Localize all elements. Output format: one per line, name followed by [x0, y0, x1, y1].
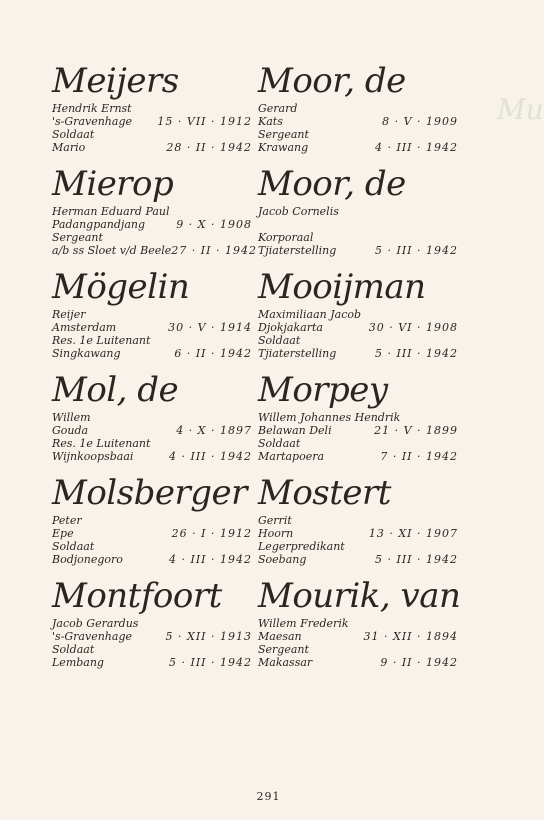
- left-column: [52, 61, 257, 680]
- entry-line: [258, 308, 458, 321]
- entry-line: [258, 141, 458, 154]
- entry-line-text: Jacob Gerardus: [52, 617, 139, 630]
- entry-line-text: Willem Johannes Hendrik: [258, 411, 401, 424]
- entry-line-text: Gerrit: [258, 514, 292, 527]
- entry-line: [258, 527, 458, 540]
- entry-line-date: 9 · X · 1908: [176, 218, 252, 231]
- entry-line-text: Soldaat: [52, 643, 95, 656]
- entry-line-text: Gerard: [258, 102, 298, 115]
- entry-line-text: Amsterdam: [52, 321, 117, 334]
- entry-line: [52, 231, 252, 244]
- entry-line-text: Sergeant: [258, 643, 309, 656]
- surname-heading: Montfoort: [52, 576, 222, 616]
- entry-line-date: 26 · I · 1912: [171, 527, 252, 540]
- surname-heading: Mooijman: [258, 267, 426, 307]
- entry-line-text: Gouda: [52, 424, 89, 437]
- entry-line: [258, 115, 458, 128]
- entry-line: [52, 308, 252, 321]
- entry-line-text: Sergeant: [258, 128, 309, 141]
- entry-line: [258, 411, 458, 424]
- entry-line-text: Krawang: [258, 141, 309, 154]
- entry-line: [52, 424, 252, 437]
- surname-heading: Mostert: [258, 473, 391, 513]
- entry-line: [52, 553, 252, 566]
- entry: [258, 62, 458, 165]
- entry: [52, 164, 257, 268]
- entry-line-date: 6 · II · 1942: [174, 347, 252, 360]
- entry-line-date: 13 · XI · 1907: [368, 527, 458, 540]
- entry-line: [258, 218, 458, 231]
- entry-line: [52, 656, 252, 669]
- entry: [52, 577, 252, 680]
- entry-line-date: 4 · X · 1897: [176, 424, 252, 437]
- entry-line-text: Mario: [52, 141, 86, 154]
- surname-heading: Moor, de: [258, 61, 406, 101]
- entry-line-text: Res. 1e Luitenant: [52, 334, 151, 347]
- entry-line: [258, 450, 458, 463]
- entry-line-text: Reijer: [52, 308, 86, 321]
- entry-line-date: 28 · II · 1942: [166, 141, 252, 154]
- entry-line: [258, 244, 458, 257]
- entry: [258, 268, 458, 371]
- entry-line-text: Padangpandjang: [52, 218, 146, 231]
- entry-line: [52, 141, 252, 154]
- entry-line-text: Belawan Deli: [258, 424, 332, 437]
- entry-line-text: Maesan: [258, 630, 302, 643]
- entry-line: [258, 205, 458, 218]
- entry-line-date: 21 · V · 1899: [374, 424, 458, 437]
- entry-line-date: 5 · III · 1942: [374, 553, 458, 566]
- entry: [52, 371, 252, 474]
- entry-line-text: Lembang: [52, 656, 104, 669]
- surname-heading: Mierop: [52, 164, 174, 204]
- entry-line: [52, 643, 252, 656]
- entry-line-text: Djokjakarta: [258, 321, 323, 334]
- entry-line-text: Res. 1e Luitenant: [52, 437, 151, 450]
- entry-line: [52, 334, 252, 347]
- entry-line: [258, 334, 458, 347]
- entry-line: [52, 218, 252, 231]
- entry-line-text: Sergeant: [52, 231, 103, 244]
- entry-line: [258, 231, 458, 244]
- entry: [258, 576, 461, 680]
- entry-line: [52, 437, 252, 450]
- entry-line-text: 's-Gravenhage: [52, 115, 132, 128]
- entry-line-date: 5 · III · 1942: [168, 656, 252, 669]
- entry-line: [258, 321, 458, 334]
- entry-line-date: 27 · II · 1942: [171, 244, 257, 257]
- entry-line: [258, 102, 458, 115]
- surname-heading: Morpey: [258, 370, 388, 410]
- entry-line-date: 5 · III · 1942: [374, 347, 458, 360]
- entry-line-date: 15 · VII · 1912: [157, 115, 252, 128]
- entry-line: [52, 115, 252, 128]
- entry-line: [258, 540, 458, 553]
- entry-line-text: Martapoera: [258, 450, 325, 463]
- entry-line-date: 30 · VI · 1908: [368, 321, 458, 334]
- entry-line-text: 's-Gravenhage: [52, 630, 132, 643]
- entry-line: [52, 450, 252, 463]
- entry-line-date: 7 · II · 1942: [380, 450, 458, 463]
- entry-line-text: Tjiaterstelling: [258, 244, 337, 257]
- entry-line-date: 4 · III · 1942: [168, 450, 252, 463]
- entry-line-date: 8 · V · 1909: [382, 115, 458, 128]
- entry-line: [258, 553, 458, 566]
- entry-line-text: Willem Frederik: [258, 617, 349, 630]
- entry-line-text: a/b ss Sloet v/d Beele: [52, 244, 172, 257]
- entry-line-text: Soldaat: [258, 334, 301, 347]
- entry-line: [258, 617, 458, 630]
- entry-line: [52, 630, 252, 643]
- entry-line-text: Jacob Cornelis: [258, 205, 339, 218]
- entry-line: [258, 630, 458, 643]
- entry: [258, 474, 458, 577]
- entry-line-text: Maximiliaan Jacob: [258, 308, 362, 321]
- entry-line-text: Kats: [258, 115, 283, 128]
- surname-heading: Moor, de: [258, 164, 406, 204]
- entry-line: [258, 347, 458, 360]
- entry-line-text: Peter: [52, 514, 82, 527]
- entry: [258, 165, 458, 268]
- entry-line-text: Soebang: [258, 553, 307, 566]
- entry-line: [258, 643, 458, 656]
- entry-line: [52, 102, 252, 115]
- entry-line-text: Legerpredikant: [258, 540, 345, 553]
- entry-line: [258, 656, 458, 669]
- page-number: 291: [256, 790, 281, 803]
- entry-line: [258, 128, 458, 141]
- entry-line-text: Singkawang: [52, 347, 121, 360]
- entry-line: [258, 424, 458, 437]
- entry-line: [52, 205, 252, 218]
- entry-line-text: Wijnkoopsbaai: [52, 450, 134, 463]
- entry-line-date: 9 · II · 1942: [380, 656, 458, 669]
- surname-heading: Molsberger: [52, 473, 247, 513]
- entry-line-text: Bodjonegoro: [52, 553, 123, 566]
- entry-line-text: Makassar: [258, 656, 313, 669]
- entry-line: [52, 540, 252, 553]
- entry-line-date: 4 · III · 1942: [374, 141, 458, 154]
- entry-line: [52, 244, 257, 257]
- entry-line: [258, 437, 458, 450]
- bleed-through-text: Mu: [497, 93, 544, 126]
- surname-heading: Mol, de: [52, 370, 179, 410]
- surname-heading: Mögelin: [52, 267, 190, 307]
- entry-line-date: 4 · III · 1942: [168, 553, 252, 566]
- entry-line-text: Willem: [52, 411, 91, 424]
- entry-line: [52, 514, 252, 527]
- entry-line-text: Soldaat: [52, 540, 95, 553]
- entry-line-date: 5 · XII · 1913: [165, 630, 252, 643]
- entry-line: [52, 321, 252, 334]
- entry-line: [52, 527, 252, 540]
- entry: [52, 62, 252, 165]
- entry-line-text: Hendrik Ernst: [52, 102, 132, 115]
- surname-heading: Mourik, van: [258, 576, 461, 616]
- entry-line-text: Soldaat: [258, 437, 301, 450]
- surname-heading: Meijers: [52, 61, 179, 101]
- entry-line: [52, 617, 252, 630]
- entry-line-text: Soldaat: [52, 128, 95, 141]
- entry-line-text: Hoorn: [258, 527, 294, 540]
- entry: [52, 474, 252, 577]
- right-column: [258, 61, 461, 680]
- entry-line-date: 5 · III · 1942: [374, 244, 458, 257]
- entry-line: [52, 128, 252, 141]
- entry-line-text: Herman Eduard Paul: [52, 205, 170, 218]
- entry-line: [258, 514, 458, 527]
- entry-line-text: Epe: [52, 527, 74, 540]
- entry-line-text: Tjiaterstelling: [258, 347, 337, 360]
- entry-line-text: Korporaal: [258, 231, 314, 244]
- entry-line: [52, 411, 252, 424]
- entry: [258, 371, 458, 474]
- entry-line: [52, 347, 252, 360]
- entry: [52, 268, 252, 371]
- entry-line-date: 30 · V · 1914: [168, 321, 252, 334]
- entry-line-date: 31 · XII · 1894: [363, 630, 458, 643]
